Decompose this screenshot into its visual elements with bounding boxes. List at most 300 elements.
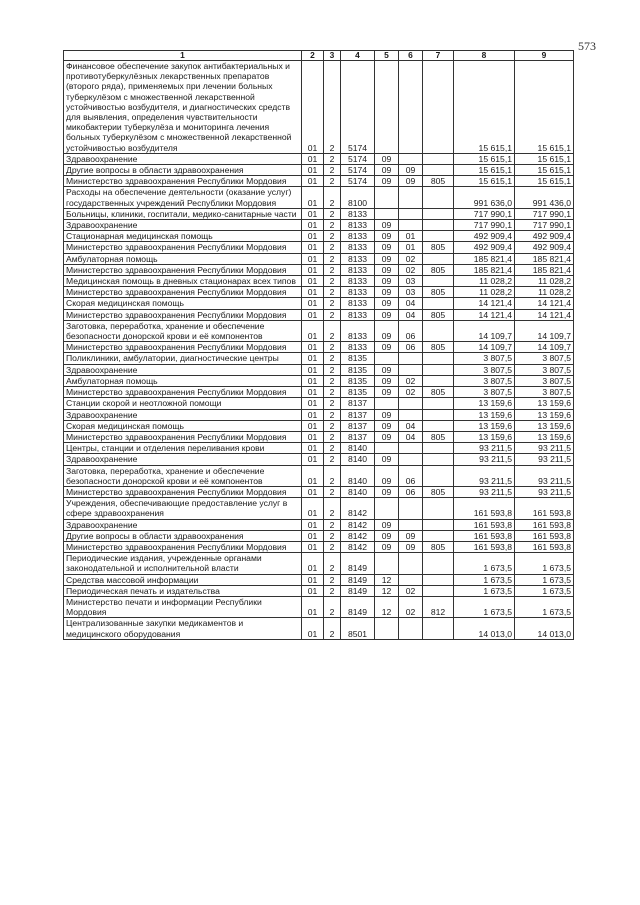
table-row bbox=[64, 187, 574, 208]
cell-target: 8100 bbox=[341, 187, 375, 208]
cell-sum-2013: 15 615,1 bbox=[454, 165, 515, 176]
cell-ministry bbox=[423, 574, 454, 585]
cell-ministry bbox=[423, 353, 454, 364]
cell-section: 09 bbox=[375, 298, 399, 309]
table-row bbox=[64, 242, 574, 253]
cell-code-3: 2 bbox=[324, 596, 341, 617]
cell-sum-2013: 717 990,1 bbox=[454, 220, 515, 231]
cell-section: 09 bbox=[375, 220, 399, 231]
cell-code-3: 2 bbox=[324, 298, 341, 309]
cell-target: 8133 bbox=[341, 320, 375, 341]
cell-sum-2014: 1 673,5 bbox=[515, 596, 574, 617]
cell-section: 09 bbox=[375, 519, 399, 530]
cell-code-3: 2 bbox=[324, 553, 341, 574]
table-row bbox=[64, 220, 574, 231]
cell-code-2: 01 bbox=[302, 486, 324, 497]
cell-section bbox=[375, 353, 399, 364]
cell-sum-2014: 15 615,1 bbox=[515, 176, 574, 187]
cell-code-2: 01 bbox=[302, 454, 324, 465]
cell-code-3: 2 bbox=[324, 420, 341, 431]
cell-sum-2014: 3 807,5 bbox=[515, 387, 574, 398]
table-row bbox=[64, 208, 574, 219]
cell-target: 8135 bbox=[341, 364, 375, 375]
table-row bbox=[64, 276, 574, 287]
row-name: Здравоохранение bbox=[64, 454, 302, 465]
cell-target: 8142 bbox=[341, 498, 375, 519]
cell-section: 09 bbox=[375, 342, 399, 353]
cell-target: 8142 bbox=[341, 519, 375, 530]
cell-subsection bbox=[399, 220, 423, 231]
cell-ministry bbox=[423, 208, 454, 219]
row-name: Здравоохранение bbox=[64, 364, 302, 375]
cell-code-3: 2 bbox=[324, 465, 341, 486]
header-col-9: 9 bbox=[515, 51, 574, 61]
row-name: Министерство здравоохранения Республики Мордовия bbox=[64, 176, 302, 187]
cell-sum-2013: 1 673,5 bbox=[454, 574, 515, 585]
cell-ministry: 805 bbox=[423, 342, 454, 353]
cell-section: 09 bbox=[375, 364, 399, 375]
cell-code-3: 2 bbox=[324, 387, 341, 398]
table-row bbox=[64, 320, 574, 341]
cell-target: 5174 bbox=[341, 153, 375, 164]
cell-section: 12 bbox=[375, 585, 399, 596]
row-name: Министерство здравоохранения Республики Мордовия bbox=[64, 242, 302, 253]
header-col-5: 5 bbox=[375, 51, 399, 61]
cell-target: 8133 bbox=[341, 231, 375, 242]
cell-ministry bbox=[423, 231, 454, 242]
cell-section bbox=[375, 498, 399, 519]
cell-code-2: 01 bbox=[302, 342, 324, 353]
cell-code-3: 2 bbox=[324, 165, 341, 176]
cell-target: 8149 bbox=[341, 574, 375, 585]
cell-ministry bbox=[423, 298, 454, 309]
cell-sum-2014: 14 121,4 bbox=[515, 298, 574, 309]
cell-ministry bbox=[423, 61, 454, 154]
cell-section: 09 bbox=[375, 431, 399, 442]
cell-code-2: 01 bbox=[302, 208, 324, 219]
cell-section: 09 bbox=[375, 420, 399, 431]
row-name: Заготовка, переработка, хранение и обеспечение безопасности донорской крови и её компонентов bbox=[64, 320, 302, 341]
table-row bbox=[64, 61, 574, 154]
cell-code-2: 01 bbox=[302, 443, 324, 454]
cell-sum-2014: 11 028,2 bbox=[515, 287, 574, 298]
cell-target: 5174 bbox=[341, 61, 375, 154]
row-name: Финансовое обеспечение закупок антибактериальных и противотуберкулёзных лекарственных препаратов (второго ряда), применяемых при лечении больных туберкулёзом с множественной лекарственной устойчивостью возбудителя, и диагностических средств для выявления, определения чувствительности микобактерии туберкулёза и мониторинга лечения больных туберкулёзом с множественной лекарственной устойчивостью возбудителя bbox=[64, 61, 302, 154]
cell-section: 09 bbox=[375, 541, 399, 552]
cell-sum-2013: 161 593,8 bbox=[454, 519, 515, 530]
cell-subsection: 02 bbox=[399, 585, 423, 596]
cell-sum-2014: 93 211,5 bbox=[515, 454, 574, 465]
cell-target: 8140 bbox=[341, 443, 375, 454]
row-name: Поликлиники, амбулатории, диагностические центры bbox=[64, 353, 302, 364]
cell-subsection: 09 bbox=[399, 165, 423, 176]
cell-ministry bbox=[423, 320, 454, 341]
cell-target: 8142 bbox=[341, 530, 375, 541]
cell-code-2: 01 bbox=[302, 176, 324, 187]
cell-code-2: 01 bbox=[302, 61, 324, 154]
cell-sum-2013: 14 121,4 bbox=[454, 309, 515, 320]
cell-section: 09 bbox=[375, 465, 399, 486]
cell-section: 09 bbox=[375, 454, 399, 465]
table-row bbox=[64, 309, 574, 320]
cell-sum-2013: 93 211,5 bbox=[454, 465, 515, 486]
cell-ministry bbox=[423, 519, 454, 530]
table-row bbox=[64, 431, 574, 442]
cell-subsection: 02 bbox=[399, 596, 423, 617]
cell-ministry bbox=[423, 454, 454, 465]
cell-sum-2013: 13 159,6 bbox=[454, 409, 515, 420]
row-name: Периодические издания, учрежденные органами законодательной и исполнительной власти bbox=[64, 553, 302, 574]
cell-sum-2014: 93 211,5 bbox=[515, 443, 574, 454]
cell-subsection: 06 bbox=[399, 465, 423, 486]
cell-subsection: 01 bbox=[399, 231, 423, 242]
cell-target: 8133 bbox=[341, 276, 375, 287]
cell-sum-2014: 15 615,1 bbox=[515, 153, 574, 164]
cell-ministry: 805 bbox=[423, 387, 454, 398]
cell-target: 8140 bbox=[341, 465, 375, 486]
cell-code-2: 01 bbox=[302, 287, 324, 298]
cell-ministry: 805 bbox=[423, 242, 454, 253]
header-col-6: 6 bbox=[399, 51, 423, 61]
cell-sum-2014: 1 673,5 bbox=[515, 585, 574, 596]
cell-code-2: 01 bbox=[302, 309, 324, 320]
header-col-4: 4 bbox=[341, 51, 375, 61]
cell-target: 8133 bbox=[341, 309, 375, 320]
cell-code-2: 01 bbox=[302, 231, 324, 242]
cell-subsection: 04 bbox=[399, 309, 423, 320]
cell-subsection: 03 bbox=[399, 287, 423, 298]
row-name: Центры, станции и отделения переливания крови bbox=[64, 443, 302, 454]
cell-sum-2013: 14 013,0 bbox=[454, 618, 515, 639]
cell-code-2: 01 bbox=[302, 253, 324, 264]
cell-ministry: 812 bbox=[423, 596, 454, 617]
cell-target: 8133 bbox=[341, 220, 375, 231]
row-name: Станции скорой и неотложной помощи bbox=[64, 398, 302, 409]
cell-code-2: 01 bbox=[302, 585, 324, 596]
row-name: Министерство здравоохранения Республики Мордовия bbox=[64, 309, 302, 320]
row-name: Амбулаторная помощь bbox=[64, 253, 302, 264]
cell-subsection bbox=[399, 498, 423, 519]
cell-ministry: 805 bbox=[423, 431, 454, 442]
cell-sum-2014: 14 121,4 bbox=[515, 309, 574, 320]
cell-code-2: 01 bbox=[302, 530, 324, 541]
cell-sum-2014: 161 593,8 bbox=[515, 519, 574, 530]
cell-code-3: 2 bbox=[324, 585, 341, 596]
cell-code-3: 2 bbox=[324, 309, 341, 320]
cell-code-3: 2 bbox=[324, 574, 341, 585]
row-name: Министерство здравоохранения Республики Мордовия bbox=[64, 486, 302, 497]
table-row bbox=[64, 353, 574, 364]
cell-sum-2014: 13 159,6 bbox=[515, 398, 574, 409]
cell-sum-2013: 1 673,5 bbox=[454, 596, 515, 617]
cell-sum-2013: 15 615,1 bbox=[454, 153, 515, 164]
cell-code-3: 2 bbox=[324, 409, 341, 420]
cell-sum-2013: 14 121,4 bbox=[454, 298, 515, 309]
cell-target: 8149 bbox=[341, 596, 375, 617]
cell-target: 8133 bbox=[341, 242, 375, 253]
cell-section: 09 bbox=[375, 231, 399, 242]
cell-section: 09 bbox=[375, 387, 399, 398]
cell-ministry bbox=[423, 420, 454, 431]
cell-code-3: 2 bbox=[324, 364, 341, 375]
cell-ministry bbox=[423, 276, 454, 287]
cell-code-2: 01 bbox=[302, 618, 324, 639]
cell-subsection: 02 bbox=[399, 387, 423, 398]
cell-sum-2014: 3 807,5 bbox=[515, 353, 574, 364]
cell-code-3: 2 bbox=[324, 443, 341, 454]
table-row bbox=[64, 165, 574, 176]
row-name: Министерство здравоохранения Республики Мордовия bbox=[64, 431, 302, 442]
cell-section: 09 bbox=[375, 165, 399, 176]
cell-ministry bbox=[423, 364, 454, 375]
cell-sum-2014: 14 109,7 bbox=[515, 320, 574, 341]
cell-ministry bbox=[423, 398, 454, 409]
cell-section: 09 bbox=[375, 264, 399, 275]
table-row bbox=[64, 553, 574, 574]
cell-code-3: 2 bbox=[324, 375, 341, 386]
cell-section: 09 bbox=[375, 309, 399, 320]
cell-ministry bbox=[423, 465, 454, 486]
table-row bbox=[64, 153, 574, 164]
cell-code-3: 2 bbox=[324, 253, 341, 264]
cell-sum-2014: 161 593,8 bbox=[515, 498, 574, 519]
cell-ministry: 805 bbox=[423, 287, 454, 298]
cell-sum-2014: 492 909,4 bbox=[515, 242, 574, 253]
cell-sum-2013: 1 673,5 bbox=[454, 553, 515, 574]
cell-sum-2013: 11 028,2 bbox=[454, 287, 515, 298]
cell-code-3: 2 bbox=[324, 153, 341, 164]
cell-code-3: 2 bbox=[324, 398, 341, 409]
cell-ministry bbox=[423, 375, 454, 386]
cell-sum-2014: 161 593,8 bbox=[515, 530, 574, 541]
cell-subsection: 09 bbox=[399, 541, 423, 552]
cell-ministry bbox=[423, 553, 454, 574]
row-name: Заготовка, переработка, хранение и обеспечение безопасности донорской крови и её компонентов bbox=[64, 465, 302, 486]
cell-section bbox=[375, 443, 399, 454]
cell-section bbox=[375, 187, 399, 208]
row-name: Скорая медицинская помощь bbox=[64, 420, 302, 431]
row-name: Министерство печати и информации Республики Мордовия bbox=[64, 596, 302, 617]
cell-ministry bbox=[423, 498, 454, 519]
row-name: Амбулаторная помощь bbox=[64, 375, 302, 386]
cell-subsection bbox=[399, 443, 423, 454]
table-row bbox=[64, 585, 574, 596]
row-name: Медицинская помощь в дневных стационарах всех типов bbox=[64, 276, 302, 287]
row-name: Расходы на обеспечение деятельности (оказание услуг) государственных учреждений Республики Мордовия bbox=[64, 187, 302, 208]
cell-sum-2014: 15 615,1 bbox=[515, 61, 574, 154]
cell-sum-2013: 492 909,4 bbox=[454, 231, 515, 242]
cell-sum-2013: 15 615,1 bbox=[454, 61, 515, 154]
cell-code-2: 01 bbox=[302, 375, 324, 386]
cell-sum-2013: 161 593,8 bbox=[454, 498, 515, 519]
cell-code-2: 01 bbox=[302, 153, 324, 164]
cell-sum-2013: 161 593,8 bbox=[454, 541, 515, 552]
cell-sum-2014: 161 593,8 bbox=[515, 541, 574, 552]
cell-sum-2013: 185 821,4 bbox=[454, 253, 515, 264]
cell-section: 09 bbox=[375, 486, 399, 497]
cell-target: 8133 bbox=[341, 264, 375, 275]
table-row bbox=[64, 342, 574, 353]
cell-section: 12 bbox=[375, 596, 399, 617]
cell-ministry bbox=[423, 409, 454, 420]
header-col-1: 1 bbox=[64, 51, 302, 61]
cell-sum-2013: 492 909,4 bbox=[454, 242, 515, 253]
cell-target: 8142 bbox=[341, 541, 375, 552]
table-row bbox=[64, 420, 574, 431]
cell-section: 09 bbox=[375, 276, 399, 287]
row-name: Периодическая печать и издательства bbox=[64, 585, 302, 596]
cell-code-2: 01 bbox=[302, 465, 324, 486]
cell-code-2: 01 bbox=[302, 320, 324, 341]
cell-target: 8135 bbox=[341, 387, 375, 398]
cell-ministry bbox=[423, 618, 454, 639]
cell-target: 5174 bbox=[341, 176, 375, 187]
cell-code-2: 01 bbox=[302, 364, 324, 375]
cell-sum-2014: 3 807,5 bbox=[515, 364, 574, 375]
table-row bbox=[64, 387, 574, 398]
cell-code-2: 01 bbox=[302, 519, 324, 530]
cell-section: 09 bbox=[375, 253, 399, 264]
cell-code-2: 01 bbox=[302, 387, 324, 398]
cell-subsection: 04 bbox=[399, 298, 423, 309]
cell-target: 8140 bbox=[341, 486, 375, 497]
cell-subsection bbox=[399, 208, 423, 219]
cell-sum-2013: 3 807,5 bbox=[454, 375, 515, 386]
cell-target: 8133 bbox=[341, 208, 375, 219]
table-row bbox=[64, 364, 574, 375]
cell-code-3: 2 bbox=[324, 519, 341, 530]
cell-subsection: 02 bbox=[399, 375, 423, 386]
cell-code-2: 01 bbox=[302, 187, 324, 208]
cell-code-3: 2 bbox=[324, 431, 341, 442]
cell-subsection: 02 bbox=[399, 264, 423, 275]
cell-code-3: 2 bbox=[324, 287, 341, 298]
cell-code-3: 2 bbox=[324, 242, 341, 253]
cell-sum-2014: 11 028,2 bbox=[515, 276, 574, 287]
table-row bbox=[64, 454, 574, 465]
table-row bbox=[64, 530, 574, 541]
cell-subsection bbox=[399, 618, 423, 639]
cell-subsection: 06 bbox=[399, 342, 423, 353]
cell-ministry: 805 bbox=[423, 309, 454, 320]
cell-code-2: 01 bbox=[302, 165, 324, 176]
cell-sum-2013: 13 159,6 bbox=[454, 398, 515, 409]
cell-code-2: 01 bbox=[302, 220, 324, 231]
cell-code-3: 2 bbox=[324, 454, 341, 465]
row-name: Стационарная медицинская помощь bbox=[64, 231, 302, 242]
table-row bbox=[64, 596, 574, 617]
table-row bbox=[64, 618, 574, 639]
cell-ministry bbox=[423, 187, 454, 208]
table-body bbox=[64, 61, 574, 640]
cell-section bbox=[375, 553, 399, 574]
cell-ministry: 805 bbox=[423, 264, 454, 275]
cell-sum-2014: 717 990,1 bbox=[515, 208, 574, 219]
cell-target: 8137 bbox=[341, 420, 375, 431]
cell-code-2: 01 bbox=[302, 420, 324, 431]
header-col-8: 8 bbox=[454, 51, 515, 61]
cell-code-3: 2 bbox=[324, 353, 341, 364]
cell-ministry bbox=[423, 443, 454, 454]
cell-sum-2013: 185 821,4 bbox=[454, 264, 515, 275]
cell-sum-2014: 492 909,4 bbox=[515, 231, 574, 242]
cell-sum-2013: 3 807,5 bbox=[454, 364, 515, 375]
cell-sum-2014: 13 159,6 bbox=[515, 420, 574, 431]
cell-subsection: 06 bbox=[399, 486, 423, 497]
cell-code-2: 01 bbox=[302, 398, 324, 409]
cell-subsection bbox=[399, 454, 423, 465]
cell-target: 8501 bbox=[341, 618, 375, 639]
table-row bbox=[64, 253, 574, 264]
header-col-2: 2 bbox=[302, 51, 324, 61]
cell-section bbox=[375, 61, 399, 154]
cell-code-2: 01 bbox=[302, 596, 324, 617]
cell-section: 09 bbox=[375, 153, 399, 164]
table-row bbox=[64, 541, 574, 552]
cell-sum-2014: 15 615,1 bbox=[515, 165, 574, 176]
cell-ministry: 805 bbox=[423, 486, 454, 497]
cell-ministry: 805 bbox=[423, 176, 454, 187]
cell-subsection bbox=[399, 187, 423, 208]
table-row bbox=[64, 443, 574, 454]
row-name: Министерство здравоохранения Республики Мордовия bbox=[64, 387, 302, 398]
header-col-7: 7 bbox=[423, 51, 454, 61]
cell-subsection bbox=[399, 364, 423, 375]
cell-subsection bbox=[399, 153, 423, 164]
row-name: Здравоохранение bbox=[64, 220, 302, 231]
cell-subsection: 09 bbox=[399, 530, 423, 541]
cell-code-2: 01 bbox=[302, 298, 324, 309]
cell-sum-2013: 717 990,1 bbox=[454, 208, 515, 219]
row-name: Министерство здравоохранения Республики Мордовия bbox=[64, 287, 302, 298]
cell-target: 8135 bbox=[341, 375, 375, 386]
cell-subsection: 09 bbox=[399, 176, 423, 187]
cell-ministry bbox=[423, 530, 454, 541]
cell-target: 8137 bbox=[341, 431, 375, 442]
row-name: Здравоохранение bbox=[64, 153, 302, 164]
cell-section: 09 bbox=[375, 375, 399, 386]
cell-subsection: 01 bbox=[399, 242, 423, 253]
cell-subsection bbox=[399, 398, 423, 409]
cell-subsection: 02 bbox=[399, 253, 423, 264]
table-row bbox=[64, 231, 574, 242]
cell-sum-2014: 14 109,7 bbox=[515, 342, 574, 353]
row-name: Средства массовой информации bbox=[64, 574, 302, 585]
row-name: Централизованные закупки медикаментов и медицинского оборудования bbox=[64, 618, 302, 639]
cell-code-3: 2 bbox=[324, 486, 341, 497]
cell-sum-2013: 93 211,5 bbox=[454, 454, 515, 465]
cell-code-2: 01 bbox=[302, 431, 324, 442]
cell-sum-2013: 93 211,5 bbox=[454, 443, 515, 454]
cell-subsection bbox=[399, 61, 423, 154]
cell-target: 8149 bbox=[341, 585, 375, 596]
cell-section: 09 bbox=[375, 176, 399, 187]
cell-sum-2014: 1 673,5 bbox=[515, 574, 574, 585]
cell-ministry bbox=[423, 165, 454, 176]
cell-code-3: 2 bbox=[324, 498, 341, 519]
row-name: Здравоохранение bbox=[64, 519, 302, 530]
cell-sum-2014: 717 990,1 bbox=[515, 220, 574, 231]
cell-target: 8133 bbox=[341, 298, 375, 309]
cell-subsection: 04 bbox=[399, 431, 423, 442]
cell-target: 8135 bbox=[341, 353, 375, 364]
row-name: Учреждения, обеспечивающие предоставление услуг в сфере здравоохранения bbox=[64, 498, 302, 519]
cell-code-3: 2 bbox=[324, 220, 341, 231]
cell-ministry bbox=[423, 585, 454, 596]
cell-subsection bbox=[399, 553, 423, 574]
cell-target: 8137 bbox=[341, 398, 375, 409]
cell-code-3: 2 bbox=[324, 264, 341, 275]
